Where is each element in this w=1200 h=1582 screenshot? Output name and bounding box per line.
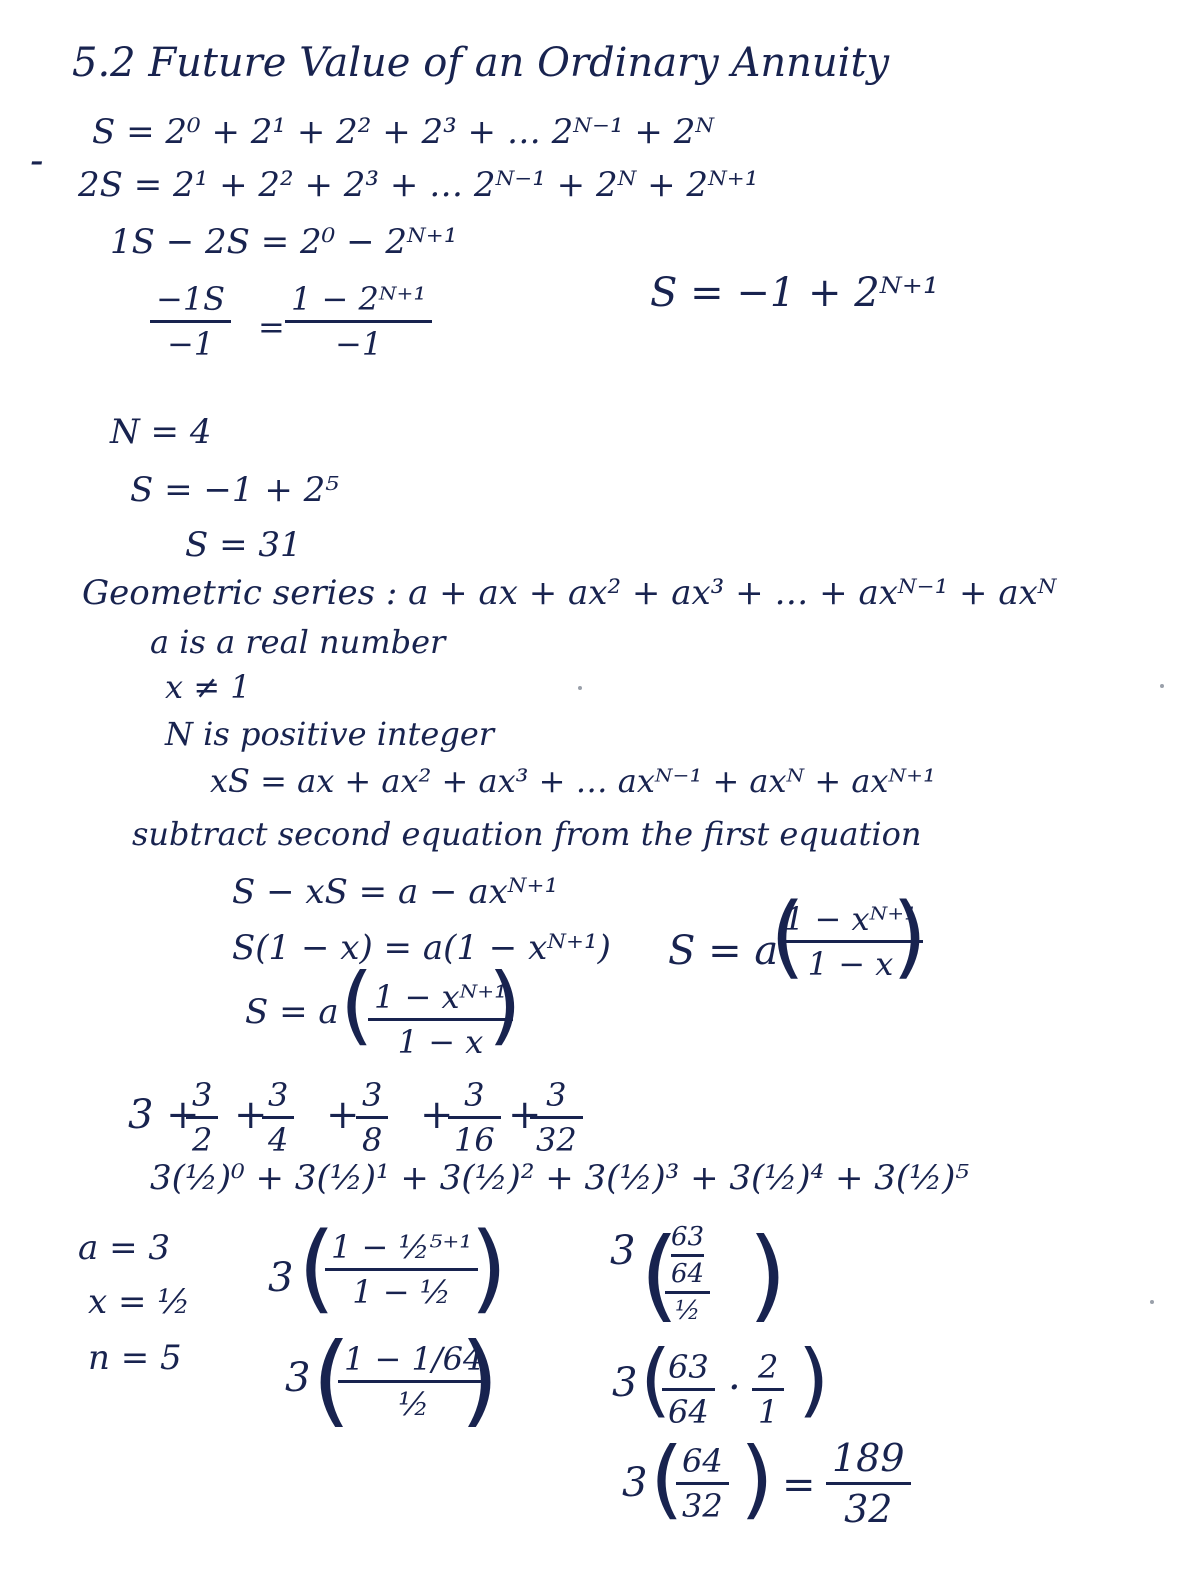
calc-four-fraction-one: [662, 1348, 715, 1431]
fraction-left: [150, 280, 231, 363]
calc-two-coefficient: 3: [610, 1228, 636, 1274]
boxed-formula-prefix: S = a: [668, 928, 779, 974]
calc-four-f2-denominator: 1: [758, 1393, 779, 1431]
fraction-bar: [356, 1116, 388, 1119]
calc-two-denominator: ½: [674, 1296, 701, 1326]
multiply-dot: ·: [728, 1365, 741, 1411]
example-substitution: S = −1 + 2⁵: [130, 470, 339, 510]
equals-sign: =: [258, 308, 285, 346]
fraction-bar: [186, 1116, 218, 1119]
close-paren: ): [460, 1321, 500, 1438]
fraction-bar: [262, 1116, 294, 1119]
sum-term-denominator: 8: [362, 1121, 383, 1159]
sum-term-numerator: 3: [192, 1076, 213, 1114]
open-paren: (: [640, 1216, 680, 1333]
calc-four-f1-denominator: 64: [668, 1393, 709, 1431]
example-n: N = 4: [110, 412, 212, 452]
step-two: S(1 − x) = a(1 − xᴺ⁺¹): [232, 928, 611, 968]
calc-two-inner-numerator: 63: [671, 1222, 705, 1252]
fraction-bar: [662, 1388, 715, 1391]
geometric-definition: Geometric series : a + ax + ax² + ax³ + … + axᴺ⁻¹ + axᴺ: [82, 573, 1057, 613]
calc-four-f2-numerator: 2: [758, 1348, 779, 1386]
sum-term-numerator: 3: [546, 1076, 567, 1114]
condition-a: a is a real number: [150, 623, 446, 661]
calc-four-coefficient: 3: [612, 1360, 638, 1406]
instruction-text: subtract second equation from the first equation: [132, 815, 922, 853]
calc-three-coefficient: 3: [285, 1355, 311, 1401]
fraction-right-denominator: −1: [335, 325, 383, 363]
sum-term-fraction: [262, 1076, 294, 1159]
calc-five-denominator: 32: [682, 1487, 723, 1525]
fraction-bar: [671, 1254, 704, 1257]
fraction-right: [285, 280, 432, 363]
value-x: x = ½: [88, 1282, 191, 1322]
boxed-formula-numerator: 1 − xᴺ⁺¹: [784, 900, 917, 938]
fraction-bar: [665, 1291, 710, 1294]
paper-speck: [1160, 684, 1164, 688]
sum-term-numerator: 3: [268, 1076, 289, 1114]
example-answer: S = 31: [185, 525, 302, 565]
fraction-bar: [826, 1482, 911, 1485]
fraction-left-numerator: −1S: [156, 280, 226, 318]
sum-term-fraction: [356, 1076, 388, 1159]
equation-difference: 1S − 2S = 2⁰ − 2ᴺ⁺¹: [110, 222, 458, 262]
open-paren: (: [640, 1333, 672, 1426]
fraction-bar: [530, 1116, 583, 1119]
open-paren: (: [312, 1321, 352, 1438]
boxed-formula-denominator: 1 − x: [807, 945, 894, 983]
calc-one-denominator: 1 − ½: [352, 1273, 451, 1311]
condition-n: N is positive integer: [165, 715, 495, 753]
open-paren: (: [650, 1429, 684, 1529]
sum-term-fraction: [448, 1076, 501, 1159]
close-paren: ): [470, 1212, 508, 1324]
close-paren: ): [740, 1429, 774, 1529]
calc-four-f1-numerator: 63: [668, 1348, 709, 1386]
calc-one-numerator: 1 − ½⁵⁺¹: [331, 1228, 473, 1266]
calc-five-numerator: 64: [682, 1442, 723, 1480]
sum-term-fraction: [186, 1076, 218, 1159]
equation-2s: 2S = 2¹ + 2² + 2³ + … 2ᴺ⁻¹ + 2ᴺ + 2ᴺ⁺¹: [78, 165, 759, 205]
calc-two-fraction: [665, 1222, 710, 1326]
calc-three-numerator: 1 − 1/64: [344, 1340, 484, 1378]
final-answer-numerator: 189: [832, 1436, 905, 1480]
equals-sign: =: [782, 1462, 816, 1508]
series-power-form: 3(½)⁰ + 3(½)¹ + 3(½)² + 3(½)³ + 3(½)⁴ + 3(½)⁵: [150, 1158, 969, 1198]
value-a: a = 3: [78, 1228, 171, 1268]
equation-xs: xS = ax + ax² + ax³ + … axᴺ⁻¹ + axᴺ + axᴺ⁺¹: [210, 762, 936, 800]
sum-term-operator: +: [234, 1092, 268, 1138]
step-three-prefix: S = a: [245, 992, 339, 1032]
fraction-right-numerator: 1 − 2ᴺ⁺¹: [291, 280, 427, 318]
calc-five-coefficient: 3: [622, 1460, 648, 1506]
fraction-bar: [752, 1388, 784, 1391]
condition-x: x ≠ 1: [165, 668, 251, 706]
equation-s: S = 2⁰ + 2¹ + 2² + 2³ + … 2ᴺ⁻¹ + 2ᴺ: [92, 112, 715, 152]
calc-five-fraction: [676, 1442, 729, 1525]
step-one: S − xS = a − axᴺ⁺¹: [232, 872, 559, 912]
calc-one-coefficient: 3: [268, 1255, 294, 1301]
calc-one-fraction: [325, 1228, 478, 1311]
calc-four-fraction-two: [752, 1348, 784, 1431]
open-paren: (: [298, 1212, 336, 1324]
fraction-bar: [448, 1116, 501, 1119]
calc-two-inner-fraction: [665, 1222, 710, 1289]
open-paren: (: [770, 884, 806, 989]
step-three-denominator: 1 − x: [397, 1023, 484, 1061]
final-answer: [826, 1436, 911, 1531]
paper-speck: [578, 686, 582, 690]
sum-term-numerator: 3: [464, 1076, 485, 1114]
fraction-bar: [150, 320, 231, 323]
minus-mark: -: [30, 138, 44, 184]
fraction-bar: [325, 1268, 478, 1271]
sum-term-denominator: 16: [454, 1121, 495, 1159]
open-paren: (: [340, 955, 374, 1055]
fraction-left-denominator: −1: [166, 325, 215, 363]
sum-term-operator: +: [326, 1092, 360, 1138]
derivation-result: S = −1 + 2ᴺ⁺¹: [650, 270, 939, 316]
paper-speck: [1150, 1300, 1154, 1304]
close-paren: ): [748, 1216, 788, 1333]
final-answer-denominator: 32: [844, 1487, 893, 1531]
sum-term-denominator: 4: [268, 1121, 289, 1159]
sum-term-numerator: 3: [362, 1076, 383, 1114]
calc-two-inner-denominator: 64: [671, 1259, 705, 1289]
sum-term-denominator: 32: [536, 1121, 577, 1159]
sum-term-operator: 3 +: [128, 1092, 200, 1138]
sum-term-operator: +: [420, 1092, 454, 1138]
sum-term-operator: +: [508, 1092, 542, 1138]
close-paren: ): [892, 884, 928, 989]
sum-term-fraction: [530, 1076, 583, 1159]
calc-three-denominator: ½: [398, 1385, 430, 1423]
fraction-bar: [285, 320, 432, 323]
close-paren: ): [798, 1333, 830, 1426]
close-paren: ): [488, 955, 522, 1055]
fraction-bar: [676, 1482, 729, 1485]
sum-term-denominator: 2: [192, 1121, 213, 1159]
value-n: n = 5: [88, 1338, 182, 1378]
page-title: 5.2 Future Value of an Ordinary Annuity: [72, 40, 890, 86]
step-three-numerator: 1 − xᴺ⁺¹: [374, 978, 507, 1016]
